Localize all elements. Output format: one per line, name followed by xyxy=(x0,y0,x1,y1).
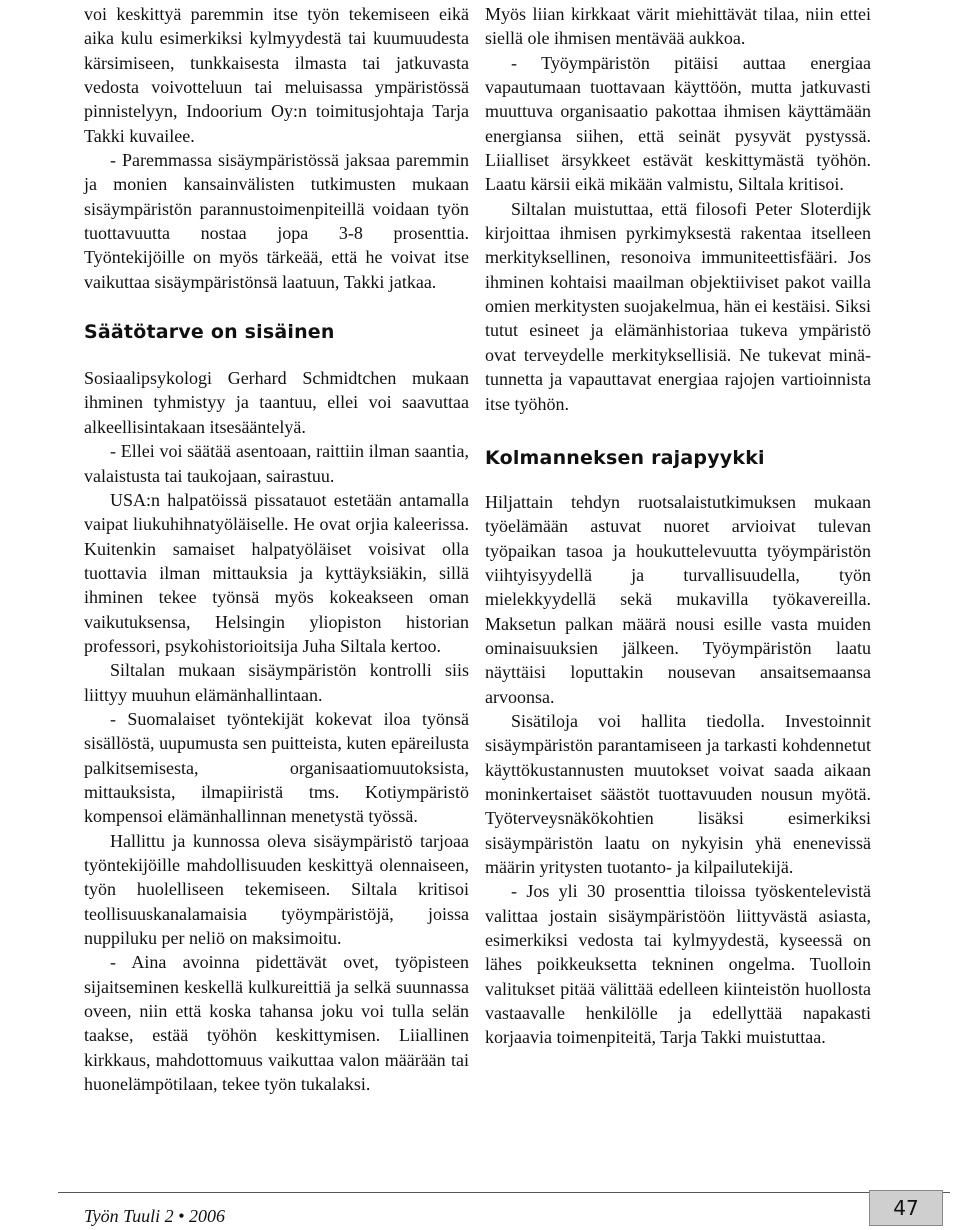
page-number: 47 xyxy=(869,1190,943,1226)
paragraph: Hiljattain tehdyn ruotsalaistutkimuksen mukaan työelämään astuvat nuoret arvioivat tulevan työpaikan tasoa ja houkuttelevuutta työympäristön viihtyisyydellä ja turvallisuudella, työn mielekkyydellä sekä mukavilla työkavereilla. Maksetun palkan määrä nousi esille vasta muiden ominaisuuksien jälkeen. Työympäristön laatu näyttäisi loputtakin nousevan ansaitsemaansa arvoonsa. xyxy=(485,491,871,707)
footer-divider xyxy=(58,1192,950,1193)
paragraph: Hallittu ja kunnossa oleva sisäympäristö tarjoaa työntekijöille mahdollisuuden keskittyä olennaiseen, työn huolelliseen tekemiseen. Siltala kritisoi teollisuuskanalamaisia työympäristöjä, joissa nuppiluku per neliö on maksimoitu. xyxy=(84,830,469,949)
paragraph: - Työympäristön pitäisi auttaa energiaa vapautumaan tuottavaan käyttöön, mutta jatkuvasti muuttuva organisaatio pakottaa ihmisen käyttämään energiansa siihen, että seinät pysyvät pystyssä. Liialliset ärsykkeet estävät keskittymästä työhön. Laatu kärsii eikä mikään valmistu, Siltala kritisoi. xyxy=(485,52,871,195)
paragraph: USA:n halpatöissä pissatauot estetään antamalla vaipat liukuhihnatyöläiselle. He ovat orjia kaleerissa. Kuitenkin samaiset halpatyöläiset voisivat olla tuottavia ilman mittauksia ja kyttäyksiäkin, sillä ihminen tekee työnsä myös kokeakseen oman vaikutuksensa, Helsingin yliopiston historian professori, psykohistorioitsija Juha Siltala kertoo. xyxy=(84,489,469,656)
paragraph: - Aina avoinna pidettävät ovet, työpisteen sijaitseminen keskellä kulkureittiä ja selkä suunnassa oveen, niin että koska tahansa joku voi tulla selän taakse, estää työhön keskittymisen. Liiallinen kirkkaus, mahdottomuus vaikuttaa valon määrään tai huonelämpötilaan, tekee työn tukalaksi. xyxy=(84,952,469,1095)
paragraph: - Jos yli 30 prosenttia tiloissa työskentelevistä valittaa jostain sisäympäristöön liittyvästä asiasta, esimerkiksi vedosta tai kylmyydestä, kyseessä on lähes poikkeuksetta tekninen ongelma. Tuolloin valitukset pitää välittää edelleen kiinteistön huollosta vastaavalle henkilölle ja edellyttää napakasti korjaavia toimenpiteitä, Tarja Takki muistuttaa. xyxy=(485,881,871,1048)
paragraph: - Paremmassa sisäympäristössä jaksaa paremmin ja monien kansainvälisten tutkimusten mukaan sisäympäristön parannustoimenpiteillä voidaan työn tuottavuutta nostaa jopa 3-8 prosenttia. Työntekijöille on myös tärkeää, että he voivat itse vaikuttaa sisäympäristönsä laatuun, Takki jatkaa. xyxy=(84,150,469,292)
publication-title: Työn Tuuli 2 • 2006 xyxy=(84,1206,225,1226)
paragraph: Siltalan muistuttaa, että filosofi Peter Sloterdijk kirjoittaa ihmisen pyrkimyksestä rakentaa itselleen merkityksellinen, resonoiva immuniteettisfääri. Jos ihminen kohtaisi maailman objektiiviset pakot vailla omien merkitysten suojakelmua, hän ei kestäisi. Siksi tutut esineet ja elämänhistoriaa tukeva ympäristö ovat terveydelle merkityksellisiä. Ne tukevat minä-tunnetta ja vapauttavat energiaa rajojen vartioinnista itse työhön. xyxy=(485,198,871,414)
paragraph: Siltalan mukaan sisäympäristön kontrolli siis liittyy muuhun elämänhallintaan. xyxy=(84,660,469,705)
section-heading: Kolmanneksen rajapyykki xyxy=(485,446,765,469)
paragraph: voi keskittyä paremmin itse työn tekemiseen eikä aika kulu esimerkiksi kylmyydestä tai kuumuudesta kärsimiseen, tunkkaisesta ilmasta tai jatkuvasta vedosta voivotteluun tai meluisassa ympäristössä pinnistelyyn, Indoorium Oy:n toimitusjohtaja Tarja Takki kuvailee. xyxy=(84,4,469,146)
paragraph: - Ellei voi säätää asentoaan, raittiin ilman saantia, valaistusta tai taukojaan, sairastuu. xyxy=(84,441,469,486)
paragraph: Myös liian kirkkaat värit miehittävät tilaa, niin ettei siellä ole ihmisen mentävää aukkoa. xyxy=(485,4,871,49)
paragraph: Sisätiloja voi hallita tiedolla. Investoinnit sisäympäristön parantamiseen ja tarkasti kohdennetut käyttökustannusten muutokset voivat saada aikaan moninkertaiset säästöt tuottavuuden nousun myötä. Työterveysnäkökohtien lisäksi esimerkiksi sisäympäristön laatu on nykyisin yhä enenevissä määrin yritysten tuotanto- ja kilpailutekijä. xyxy=(485,710,871,877)
right-column xyxy=(485,2,871,1050)
paragraph: - Suomalaiset työntekijät kokevat iloa työnsä sisällöstä, uupumusta sen puitteista, kuten epäreilusta palkitsemisesta, organisaatiomuutoksista, mittauksista, ilmapiiristä tms. Kotiympäristö kompensoi elämänhallinnan menetystä työssä. xyxy=(84,708,469,827)
paragraph: Sosiaalipsykologi Gerhard Schmidtchen mukaan ihminen tyhmistyy ja taantuu, ellei voi saavuttaa alkeellisintakaan itsesääntelyä. xyxy=(84,368,469,437)
section-heading: Säätötarve on sisäinen xyxy=(84,321,335,344)
left-column xyxy=(84,2,469,1096)
